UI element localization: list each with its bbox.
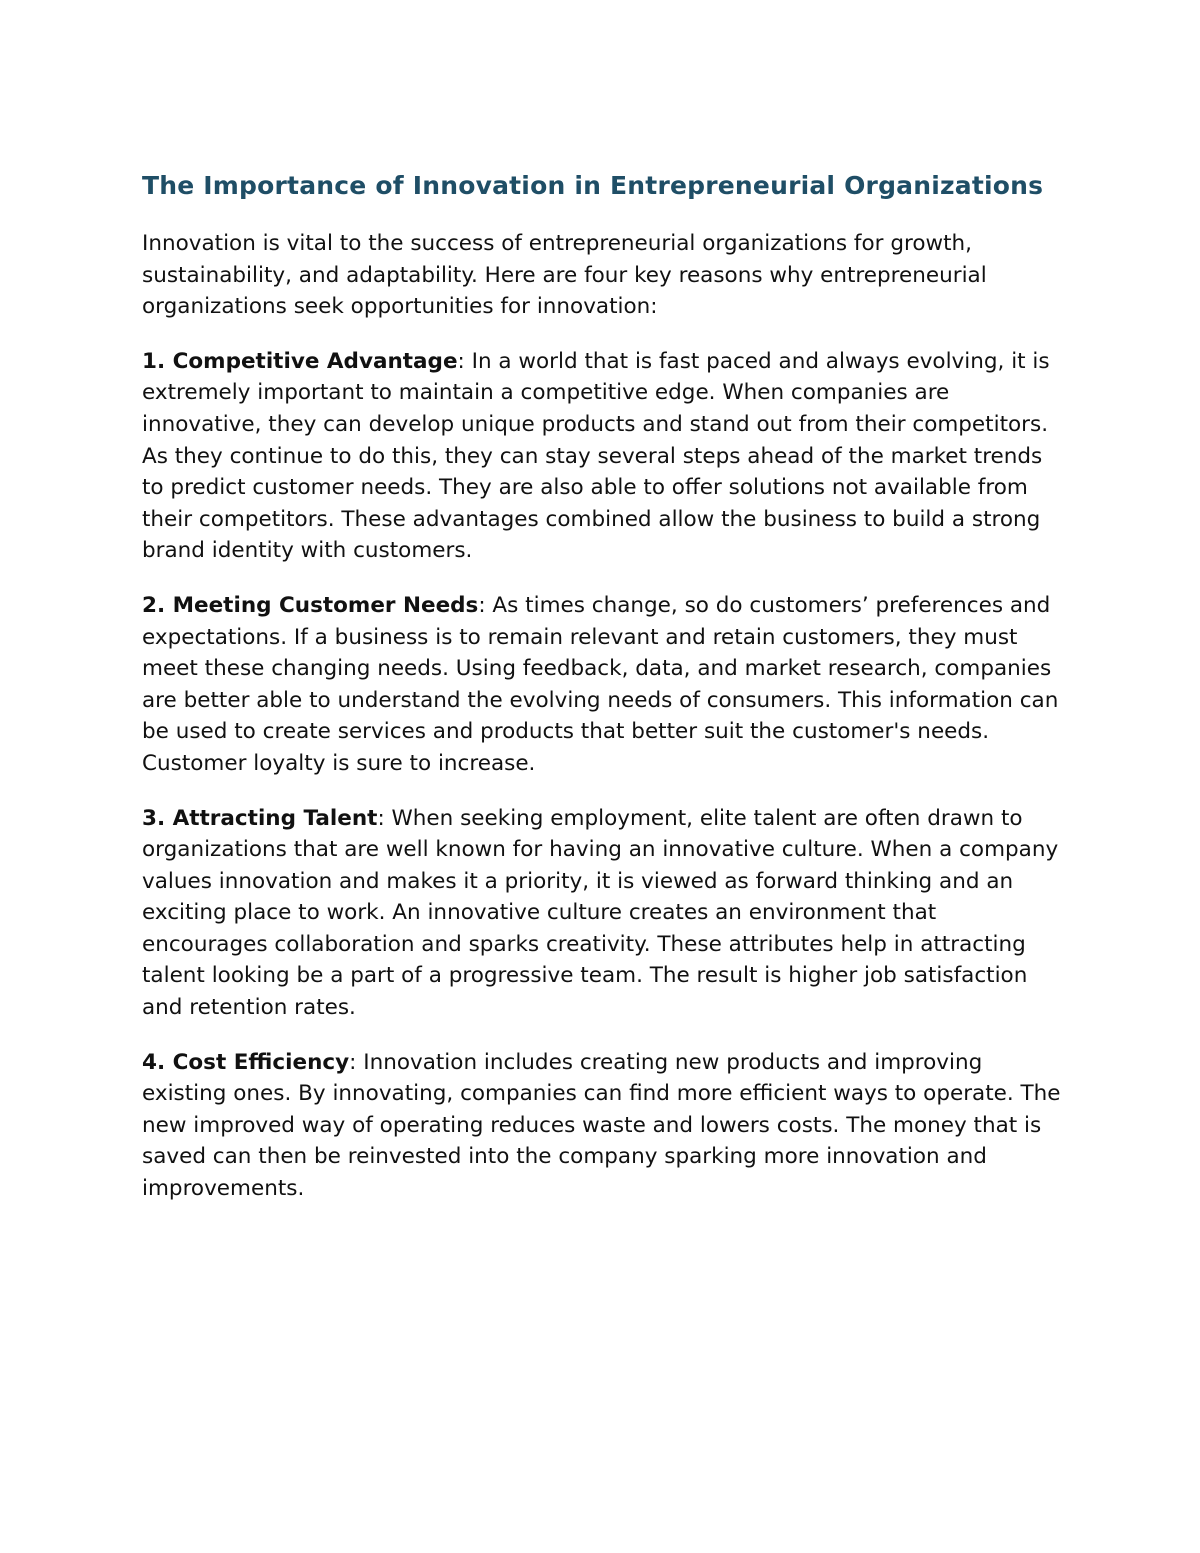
section-attracting-talent xyxy=(142,803,1067,1024)
section-text: : In a world that is fast paced and always evolving, it is extremely important to maintain a competitive edge. When companies are innovative, they can develop unique products and stand out from their competitors. As they continue to do this, they can stay several steps ahead of the market trends to predict customer needs. They are also able to offer solutions not available from their competitors. These advantages combined allow the business to build a strong brand identity with customers. xyxy=(142,348,1050,564)
section-text: : Innovation includes creating new products and improving existing ones. By innovating, companies can find more efficient ways to operate. The new improved way of operating reduces waste and lowers costs. The money that is saved can then be reinvested into the company sparking more innovation and improvements. xyxy=(142,1049,1061,1202)
section-text: : When seeking employment, elite talent are often drawn to organizations that are well known for having an innovative culture. When a company values innovation and makes it a priority, it is viewed as forward thinking and an exciting place to work. An innovative culture creates an environment that encourages collaboration and sparks creativity. These attributes help in attracting talent looking be a part of a progressive team. The result is higher job satisfaction and retention rates. xyxy=(142,805,1059,1021)
document-title: The Importance of Innovation in Entrepreneurial Organizations xyxy=(142,171,1044,200)
section-heading: 4. Cost Efficiency xyxy=(142,1049,350,1075)
intro-paragraph: Innovation is vital to the success of entrepreneurial organizations for growth, sustainability, and adaptability. Here are four key reasons why entrepreneurial organizations seek opportunities for innovation: xyxy=(142,231,987,320)
section-text: : As times change, so do customers’ preferences and expectations. If a business is to remain relevant and retain customers, they must meet these changing needs. Using feedback, data, and market research, companies are better able to understand the evolving needs of consumers. This information can be used to create services and products that better suit the customer's needs. Customer loyalty is sure to increase. xyxy=(142,592,1059,776)
document-body xyxy=(142,168,1067,1228)
section-heading: 2. Meeting Customer Needs xyxy=(142,592,479,618)
section-competitive-advantage xyxy=(142,346,1067,567)
section-heading: 1. Competitive Advantage xyxy=(142,348,458,374)
section-cost-efficiency xyxy=(142,1047,1067,1205)
section-heading: 3. Attracting Talent xyxy=(142,805,378,831)
section-meeting-customer-needs xyxy=(142,590,1067,780)
